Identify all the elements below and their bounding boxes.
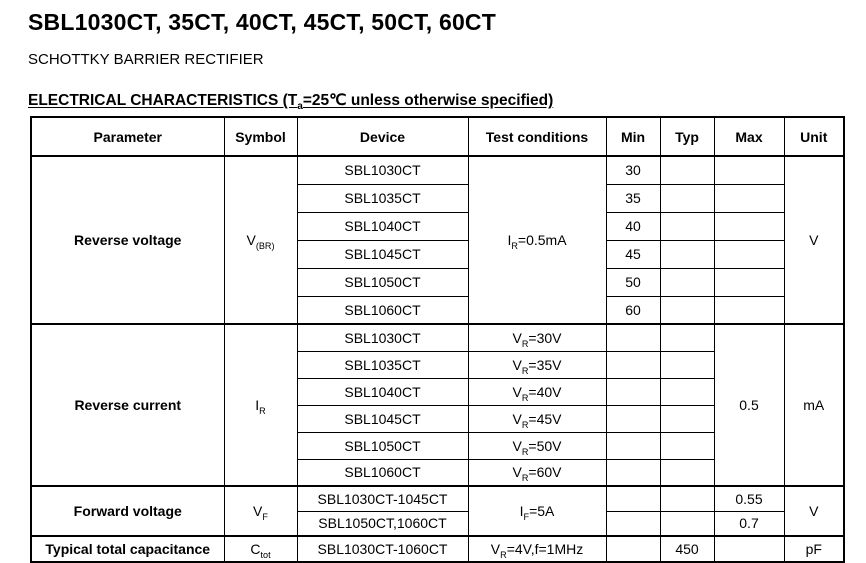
test-base: V (490, 541, 501, 557)
max-cell: 0.5 (714, 324, 784, 486)
symbol-ctot (224, 536, 297, 562)
page-title: SBL1030CT, 35CT, 40CT, 45CT, 50CT, 60CT (28, 9, 496, 35)
test-condition-cell (468, 459, 606, 486)
min-cell: 30 (606, 156, 660, 184)
heading-text-tail: =25℃ unless otherwise specified) (302, 92, 554, 109)
test-tail: =40V (528, 383, 562, 400)
max-cell (714, 156, 784, 184)
test-tail: =4V,f=1MHz (506, 541, 584, 557)
page-subtitle: SCHOTTKY BARRIER RECTIFIER (28, 51, 264, 68)
max-cell (714, 212, 784, 240)
min-cell (606, 432, 660, 459)
min-cell (606, 459, 660, 486)
test-base: V (512, 437, 522, 454)
typ-cell (660, 324, 714, 351)
test-tail: =45V (528, 410, 562, 427)
device-cell: SBL1035CT (297, 351, 468, 378)
test-tail: =5A (529, 503, 555, 519)
table-row (31, 536, 844, 562)
test-condition-cell (468, 324, 606, 351)
typ-cell (660, 184, 714, 212)
device-cell: SBL1050CT,1060CT (297, 511, 468, 536)
device-cell: SBL1030CT (297, 324, 468, 351)
device-cell: SBL1060CT (297, 459, 468, 486)
test-condition-cell (468, 486, 606, 536)
table-row (31, 156, 844, 184)
test-base: I (519, 503, 524, 519)
test-subscript: R (521, 473, 529, 484)
test-tail: =60V (528, 464, 562, 481)
test-subscript: F (523, 511, 530, 522)
header-symbol: Symbol (224, 117, 297, 156)
device-cell: SBL1030CT (297, 156, 468, 184)
parameter-reverse-current: Reverse current (31, 324, 224, 486)
min-cell (606, 511, 660, 536)
test-base: V (512, 383, 522, 400)
symbol-base: V (253, 503, 263, 519)
symbol-vbr (224, 156, 297, 324)
parameter-reverse-voltage: Reverse voltage (31, 156, 224, 324)
test-subscript: R (521, 392, 529, 403)
test-subscript: R (521, 365, 529, 376)
test-tail: =35V (528, 356, 562, 373)
typ-cell (660, 351, 714, 378)
max-cell (714, 268, 784, 296)
header-unit: Unit (784, 117, 844, 156)
test-subscript: R (521, 338, 529, 349)
min-cell (606, 536, 660, 562)
device-cell: SBL1035CT (297, 184, 468, 212)
test-subscript: R (511, 240, 518, 251)
symbol-subscript: tot (260, 549, 271, 560)
typ-cell (660, 296, 714, 324)
header-test-conditions: Test conditions (468, 117, 606, 156)
header-min: Min (606, 117, 660, 156)
header-max: Max (714, 117, 784, 156)
min-cell: 60 (606, 296, 660, 324)
electrical-characteristics-heading (28, 91, 866, 113)
max-cell (714, 296, 784, 324)
test-subscript: R (500, 549, 507, 560)
symbol-base: V (246, 232, 256, 248)
test-condition-cell (468, 378, 606, 405)
typ-cell (660, 432, 714, 459)
min-cell (606, 486, 660, 511)
typ-cell (660, 459, 714, 486)
heading-text: ELECTRICAL CHARACTERISTICS (T (28, 92, 298, 109)
min-cell: 40 (606, 212, 660, 240)
max-cell: 0.55 (714, 486, 784, 511)
header-typ: Typ (660, 117, 714, 156)
symbol-subscript: F (262, 511, 268, 522)
test-tail: =30V (528, 329, 562, 346)
test-subscript: R (521, 419, 529, 430)
min-cell: 50 (606, 268, 660, 296)
test-tail: =50V (528, 437, 562, 454)
table-row (31, 324, 844, 351)
unit-cell: pF (784, 536, 844, 562)
device-cell: SBL1050CT (297, 268, 468, 296)
device-cell: SBL1050CT (297, 432, 468, 459)
device-cell: SBL1040CT (297, 378, 468, 405)
test-base: V (512, 356, 522, 373)
unit-cell: mA (784, 324, 844, 486)
device-cell: SBL1045CT (297, 240, 468, 268)
parameter-forward-voltage: Forward voltage (31, 486, 224, 536)
min-cell (606, 351, 660, 378)
header-device: Device (297, 117, 468, 156)
min-cell (606, 378, 660, 405)
min-cell: 35 (606, 184, 660, 212)
device-cell: SBL1060CT (297, 296, 468, 324)
symbol-subscript: (BR) (255, 240, 275, 251)
test-subscript: R (521, 446, 529, 457)
min-cell: 45 (606, 240, 660, 268)
test-condition-cell (468, 405, 606, 432)
typ-cell (660, 268, 714, 296)
unit-cell: V (784, 156, 844, 324)
table-header-row (31, 117, 844, 156)
heading-subscript: a (297, 101, 303, 113)
min-cell (606, 405, 660, 432)
typ-cell: 450 (660, 536, 714, 562)
table-row (31, 486, 844, 511)
device-cell: SBL1045CT (297, 405, 468, 432)
test-base: V (512, 410, 522, 427)
typ-cell (660, 511, 714, 536)
test-condition-cell (468, 156, 606, 324)
max-cell (714, 184, 784, 212)
electrical-characteristics-table (30, 116, 845, 563)
typ-cell (660, 156, 714, 184)
symbol-ir (224, 324, 297, 486)
test-condition-cell (468, 432, 606, 459)
symbol-base: I (255, 397, 260, 413)
test-base: V (512, 464, 522, 481)
device-cell: SBL1030CT-1045CT (297, 486, 468, 511)
test-base: V (512, 329, 522, 346)
symbol-base: C (250, 541, 261, 557)
min-cell (606, 324, 660, 351)
device-cell: SBL1030CT-1060CT (297, 536, 468, 562)
test-tail: =0.5mA (517, 232, 567, 248)
test-base: I (507, 232, 512, 248)
unit-cell: V (784, 486, 844, 536)
max-cell (714, 240, 784, 268)
parameter-total-capacitance: Typical total capacitance (31, 536, 224, 562)
test-condition-cell (468, 351, 606, 378)
header-parameter: Parameter (31, 117, 224, 156)
typ-cell (660, 212, 714, 240)
typ-cell (660, 378, 714, 405)
max-cell (714, 536, 784, 562)
typ-cell (660, 240, 714, 268)
test-condition-cell (468, 536, 606, 562)
symbol-vf (224, 486, 297, 536)
max-cell: 0.7 (714, 511, 784, 536)
typ-cell (660, 405, 714, 432)
device-cell: SBL1040CT (297, 212, 468, 240)
symbol-subscript: R (259, 405, 266, 416)
typ-cell (660, 486, 714, 511)
